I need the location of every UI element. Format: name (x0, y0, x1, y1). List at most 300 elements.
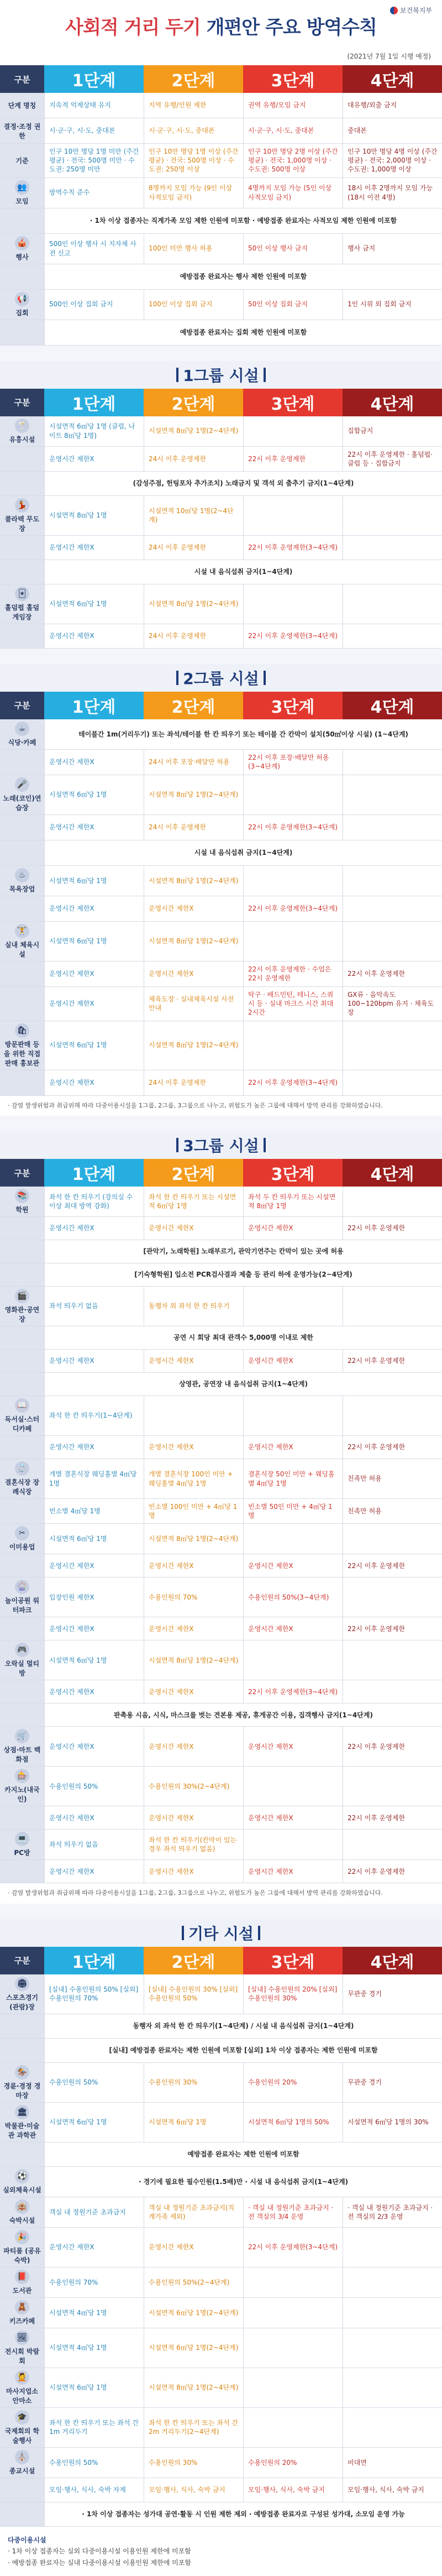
table-row (0, 1263, 442, 1287)
footer-line-1: · 1차 이상 접종자는 실외 다중이용시설 이용인원 제한에 미포함 (8, 2547, 191, 2556)
level-3-rule (243, 866, 343, 896)
category-label: 국제회의 학술행사 (4, 2427, 40, 2444)
level-4-rule (343, 2267, 442, 2297)
level-2-rule: 운영시간 제한X (144, 2228, 243, 2267)
category-label: 결정·조정 권한 (3, 122, 41, 140)
level-2-rule: 좌석 한 칸 띄우기 또는 좌석 간 2m 거리두기(2~4단계) (144, 2408, 243, 2447)
section-note: · 감염 발생위험과 취급위해 따라 다중이용시설을 1그룹, 2그룹, 3그룹으로 나누고, 위험도가 높은 그룹에 대해서 방역 관리를 강화하였습니다. (0, 1096, 442, 1116)
table-row (0, 144, 442, 178)
level-4-rule: 22시 이후 운영제한 (343, 1727, 442, 1766)
level-3-header: 3단계 (243, 1947, 343, 1974)
common-rule: 동행자 외 좌석 한 칸 띄우기(1~4단계) / 시설 내 음식섭취 금지(1~4단계) (44, 2014, 442, 2038)
level-3-rule: 운영시간 제한X (243, 1727, 343, 1766)
row-category (0, 624, 44, 648)
level-4-rule: 시설면적 6㎡당 1명의 30% (343, 2103, 442, 2142)
ministry-logo (390, 6, 432, 15)
row-category (0, 815, 44, 840)
level-3-rule: 수용인원의 50%(3~4단계) (243, 1577, 343, 1617)
level-1-rule: 시설면적 4㎡당 1명 (44, 2298, 144, 2328)
category-header: 구분 (0, 65, 44, 93)
level-4-rule (343, 624, 442, 648)
table-row (0, 962, 442, 987)
table-row (0, 2197, 442, 2228)
footer-line-2: · 예방접종 완료자는 실내 다중이용시설 이용인원 제한에 미포함 (8, 2558, 191, 2567)
level-header (0, 389, 442, 416)
table-row (0, 1187, 442, 1217)
facility-icon: 🎡 (15, 1580, 29, 1594)
level-4-rule: · 객실 내 정원기준 초과금지 · 전 객실의 2/3 운영 (343, 2197, 442, 2227)
table-row (0, 2448, 442, 2478)
table-row (0, 1217, 442, 1240)
facility-icon: 🏨 (15, 2199, 29, 2214)
level-3-rule (243, 1830, 343, 1859)
row-category (0, 2014, 44, 2038)
level-3-rule: 22시 이후 운영제한(3~4단계) (243, 536, 343, 560)
table-row (0, 2039, 442, 2063)
level-header (0, 1947, 442, 1974)
level-4-header: 4단계 (343, 389, 442, 416)
facility-icon: 🎤 (15, 777, 29, 792)
title-bar-left (176, 368, 178, 382)
level-1-rule: 운영시간 제한X (44, 1554, 144, 1577)
level-1-rule: 시·군·구, 시·도, 중대본 (44, 118, 144, 143)
category-label: 숙박시설 (9, 2216, 35, 2224)
row-category (0, 1577, 44, 1617)
level-3-rule (243, 1287, 343, 1326)
level-2-rule: 객실 내 정원기준 초과금지(직계가족 제외) (144, 2197, 243, 2227)
row-category (0, 1396, 44, 1435)
group2-section (0, 664, 442, 1116)
level-4-rule (343, 1287, 442, 1326)
level-3-rule: 모임·행사, 식사, 숙박 금지 (243, 2478, 343, 2502)
category-label: 단계 명칭 (8, 102, 36, 109)
category-label: 홀덤펍 홀덤게임장 (4, 603, 40, 621)
level-1-rule: 운영시간 제한X (44, 1680, 144, 1703)
category-label: 놀이공원 워터파크 (4, 1597, 40, 1614)
level-3-rule: 50인 이상 집회 금지 (243, 290, 343, 320)
level-2-rule: 수용인원의 30% (144, 2448, 243, 2478)
level-2-rule: 시설면적 8㎡당 1명(2~4단계) (144, 1524, 243, 1554)
level-2-rule: 개별 결혼식장 100인 미만 + 웨딩홀별 4㎡당 1명 (144, 1459, 243, 1498)
table-row (0, 1499, 442, 1524)
row-category (0, 1187, 44, 1216)
category-label: 학원 (15, 1206, 29, 1214)
level-4-rule: 인구 10만 명당 4명 이상 (주간 평균) · 전국: 2,000명 이상 · 수도권: 1,000명 이상 (343, 144, 442, 177)
row-category (0, 416, 44, 446)
level-2-rule: 시·군·구, 시·도, 중대본 (144, 118, 243, 143)
level-3-rule (243, 2368, 343, 2407)
category-header: 구분 (0, 1947, 44, 1974)
row-category (0, 2368, 44, 2407)
level-4-rule (343, 1680, 442, 1703)
section-title-text: 2그룹 시설 (183, 669, 259, 688)
section-title (0, 1131, 442, 1159)
table-row (0, 118, 442, 144)
row-category (0, 2228, 44, 2267)
level-1-rule: 운영시간 제한X (44, 1070, 144, 1095)
facility-icon: 🎉 (15, 2230, 29, 2244)
row-category (0, 1217, 44, 1240)
table-row (0, 320, 442, 346)
level-2-rule (144, 1396, 243, 1435)
effective-date: (2021년 7월 1일 시행 예정) (347, 53, 431, 60)
table-row (0, 896, 442, 922)
table-row (0, 2167, 442, 2197)
category-label: 상점·마트 백화점 (3, 1746, 41, 1764)
level-1-rule: 입장인원 제한X (44, 1577, 144, 1617)
level-1-rule: 좌석 한 칸 띄우기(1~4단계) (44, 1396, 144, 1435)
level-2-rule: 시설면적 8㎡당 1명(2~4단계) (144, 866, 243, 896)
facility-icon: 💆 (15, 2370, 29, 2385)
table-row (0, 775, 442, 815)
level-2-rule: 운영시간 제한X (144, 1727, 243, 1766)
section-title (0, 361, 442, 389)
table-row (0, 1806, 442, 1830)
level-header (0, 692, 442, 719)
table-row (0, 1021, 442, 1070)
level-header (0, 65, 442, 93)
level-4-rule (343, 1187, 442, 1216)
row-category (0, 866, 44, 896)
category-label: 노래(코인)연습장 (3, 794, 41, 812)
level-3-rule: 수용인원의 20% (243, 2063, 343, 2102)
level-1-rule: 인구 10만 명당 1명 미만 (주간 평균) · 전국: 500명 미만 · 수도권: 250명 미만 (44, 144, 144, 177)
level-2-header: 2단계 (144, 692, 243, 719)
table-row (0, 1287, 442, 1326)
common-rule: 예방접종 완료자는 집회 제한 인원에 미포함 (44, 320, 442, 345)
row-category (0, 2478, 44, 2502)
row-category (0, 1640, 44, 1680)
level-3-rule (243, 496, 343, 535)
level-2-rule: 시설면적 8㎡당 1명(2~4단계) (144, 922, 243, 961)
level-1-rule: 시설면적 6㎡당 1명 (44, 866, 144, 896)
level-2-rule: 운영시간 제한X (144, 1217, 243, 1240)
group1-section (0, 361, 442, 649)
table-row (0, 840, 442, 866)
level-3-rule (243, 416, 343, 446)
common-rule: [관악기, 노래학원] 노래부르기, 관악기연주는 칸막이 있는 곳에 허용 (44, 1240, 442, 1263)
level-2-header: 2단계 (144, 1159, 243, 1187)
level-1-rule: 운영시간 제한X (44, 1617, 144, 1640)
section-title (0, 664, 442, 692)
row-category (0, 1350, 44, 1372)
facility-icon: 🏋 (15, 924, 29, 938)
level-4-rule (343, 584, 442, 624)
level-3-rule: 22시 이후 운영제한(3~4단계) (243, 815, 343, 840)
level-1-rule: 개별 결혼식장 웨딩홀별 4㎡당 1명 (44, 1459, 144, 1498)
row-category (0, 93, 44, 118)
level-2-rule: 시설면적 6㎡당 1명 (144, 2103, 243, 2142)
category-label: 식당·카페 (8, 738, 36, 746)
row-category (0, 1974, 44, 2014)
table-row (0, 2502, 442, 2527)
level-1-header: 1단계 (44, 1947, 144, 1974)
level-2-rule: 시설면적 8㎡당 1명(2~4단계) (144, 775, 243, 814)
facility-icon: 🧸 (15, 2300, 29, 2314)
row-category (0, 1499, 44, 1523)
level-4-rule (343, 1640, 442, 1680)
common-rule: · 1차 이상 접종자는 직계가족 모임 제한 인원에 미포함 · 예방접종 완료자는 사적모임 제한 인원에 미포함 (44, 208, 442, 233)
level-4-rule (343, 1767, 442, 1806)
table-row (0, 1727, 442, 1767)
table-row (0, 2298, 442, 2328)
table-row (0, 536, 442, 560)
facility-icon: 🏟 (15, 1977, 29, 1991)
level-2-rule: 100인 미만 행사 허용 (144, 234, 243, 264)
level-3-rule: 탁구 · 배드민턴, 테니스, 스쿼시 등 · 실내 마크스 시간 최대 2시간 (243, 987, 343, 1021)
level-2-rule: 모임·행사, 식사, 숙박 금지 (144, 2478, 243, 2502)
row-category (0, 962, 44, 986)
level-4-rule (343, 2408, 442, 2447)
level-1-rule: 방역수칙 준수 (44, 178, 144, 208)
table-row (0, 1577, 442, 1617)
level-2-rule: 24시 이후 운영제한 (144, 624, 243, 648)
table-row (0, 1640, 442, 1680)
row-category (0, 922, 44, 961)
section-title-text: 1그룹 시설 (183, 366, 259, 385)
facility-icon: 📢 (15, 292, 29, 306)
level-1-rule: 운영시간 제한X (44, 1806, 144, 1829)
row-category (0, 1021, 44, 1070)
table-row (0, 2143, 442, 2167)
level-1-rule: 운영시간 제한X (44, 815, 144, 840)
facility-icon: 👥 (15, 180, 29, 195)
level-2-rule: 시설면적 8㎡당 1명(2~4단계) (144, 416, 243, 446)
level-1-rule: 운영시간 제한X (44, 896, 144, 921)
category-label: 집회 (15, 309, 29, 317)
level-1-rule: 운영시간 제한X (44, 750, 144, 775)
category-label: 종교시설 (9, 2467, 35, 2475)
level-1-rule: 운영시간 제한X (44, 962, 144, 986)
category-label: 스포츠경기 (관람)장 (6, 1993, 38, 2011)
level-4-rule: 대유행/외출 금지 (343, 93, 442, 118)
title-bar-right (264, 671, 266, 685)
level-1-rule: 운영시간 제한X (44, 624, 144, 648)
level-4-rule (343, 1396, 442, 1435)
level-1-rule: 모임·행사, 식사, 숙박 자제 (44, 2478, 144, 2502)
facility-icon: 🏇 (15, 2065, 29, 2079)
category-label: 실외체육시설 (3, 2186, 41, 2194)
level-1-rule: 500인 이상 집회 금지 (44, 290, 144, 320)
row-category (0, 536, 44, 560)
level-2-rule: 24시 이후 운영제한 (144, 447, 243, 471)
table-row (0, 1524, 442, 1554)
level-2-rule: 운영시간 제한X (144, 1617, 243, 1640)
level-2-rule: 수용인원의 30%(2~4단계) (144, 1767, 243, 1806)
level-1-rule: 운영시간 제한X (44, 1727, 144, 1766)
level-1-rule: 시설면적 6㎡당 1명 (44, 922, 144, 961)
table-row (0, 2228, 442, 2267)
row-category (0, 775, 44, 814)
level-3-rule: 22시 이후 운영제한 (243, 447, 343, 471)
title-bar-left (182, 1926, 184, 1940)
level-4-rule: 행사 금지 (343, 234, 442, 264)
level-2-rule: 인구 10만 명당 1명 이상 (주간 평균) · 전국: 500명 이상 · 수도권: 250명 이상 (144, 144, 243, 177)
level-2-header: 2단계 (144, 389, 243, 416)
table-row (0, 866, 442, 896)
level-3-rule: 운영시간 제한X (243, 1617, 343, 1640)
row-category (0, 2267, 44, 2297)
level-1-rule: 객실 내 정원기준 초과금지 (44, 2197, 144, 2227)
row-category (0, 2502, 44, 2526)
table-row (0, 416, 442, 447)
level-3-rule: 수용인원의 20% (243, 2448, 343, 2478)
table-row (0, 472, 442, 496)
row-category (0, 584, 44, 624)
level-4-rule (343, 1070, 442, 1095)
level-3-rule: 빈소별 50인 미만 + 4㎡당 1명 (243, 1499, 343, 1523)
category-label: 목욕장업 (9, 885, 35, 893)
level-4-rule: 22시 이후 운영제한 (343, 962, 442, 986)
level-2-rule: 24시 이후 운영제한 (144, 815, 243, 840)
facility-icon: 🛒 (15, 1729, 29, 1743)
level-4-rule (343, 750, 442, 775)
row-category (0, 1459, 44, 1498)
table-row (0, 2014, 442, 2039)
row-category (0, 1860, 44, 1883)
row-category (0, 290, 44, 320)
row-category (0, 1830, 44, 1859)
level-1-rule: 운영시간 제한X (44, 1350, 144, 1372)
row-category (0, 2448, 44, 2478)
level-1-rule: 500인 이상 행사 시 지자체 사전 신고 (44, 234, 144, 264)
row-category (0, 2063, 44, 2102)
level-3-rule: 22시 이후 포장·배달만 허용(3~4단계) (243, 750, 343, 775)
level-3-rule (243, 1767, 343, 1806)
page-header (0, 0, 442, 65)
table-row (0, 2478, 442, 2502)
overview-section (0, 65, 442, 346)
facility-icon: 🎪 (15, 236, 29, 250)
level-3-rule (243, 922, 343, 961)
level-4-rule: 22시 이후 운영제한 · 홀덤펍·클럽 등 · 집합금지 (343, 447, 442, 471)
level-4-rule: GX류 · 음악속도 100~120bpm 유지 · 체육도장 (343, 987, 442, 1021)
title-blue: 개편안 주요 방역수칙 (206, 17, 377, 39)
row-category (0, 1767, 44, 1806)
title-bar-right (258, 1926, 260, 1940)
level-2-rule: 8명까지 모임 가능 (9인 이상 사적모임 금지) (144, 178, 243, 208)
table-row (0, 815, 442, 840)
level-3-rule: [실내] 수용인원의 20% [실외] 수용인원의 30% (243, 1974, 343, 2014)
level-1-rule: 시설면적 6㎡당 1명 (44, 2368, 144, 2407)
level-1-rule: 수용인원의 50% (44, 1767, 144, 1806)
level-3-rule (243, 1524, 343, 1554)
category-header: 구분 (0, 692, 44, 719)
title-bar-left (176, 671, 178, 685)
common-rule: (감성주점, 헌팅포차 추가조치) 노래금지 및 객석 외 춤추기 금지(1~4단계) (44, 472, 442, 495)
level-2-rule: 지역 유행/인원 제한 (144, 93, 243, 118)
level-3-rule: 4명까지 모임 가능 (5인 이상 사적모임 금지) (243, 178, 343, 208)
level-2-header: 2단계 (144, 1947, 243, 1974)
section-title-text: 3그룹 시설 (183, 1137, 259, 1155)
level-2-rule: 운영시간 제한X (144, 1680, 243, 1703)
row-category (0, 2408, 44, 2447)
level-1-rule: 운영시간 제한X (44, 536, 144, 560)
level-1-rule: 시설면적 6㎡당 1명 (44, 775, 144, 814)
level-1-rule: 시설면적 6㎡당 1명 (클럽, 나이트 8㎡당 1명) (44, 416, 144, 446)
category-header: 구분 (0, 389, 44, 416)
category-label: 오락실 멀티방 (4, 1660, 40, 1678)
facility-icon: ⛪ (15, 2450, 29, 2464)
level-3-rule: 22시 이후 운영제한(3~4단계) (243, 624, 343, 648)
level-4-header: 4단계 (343, 692, 442, 719)
level-1-rule: 시설면적 6㎡당 1명 (44, 1640, 144, 1680)
level-4-rule (343, 775, 442, 814)
level-1-rule: 좌석 띄우기 없음 (44, 1287, 144, 1326)
footer-note (0, 2527, 442, 2576)
table-row (0, 2103, 442, 2143)
level-1-rule: 수용인원의 50% (44, 2063, 144, 2102)
table-row (0, 624, 442, 649)
page-title (0, 12, 442, 39)
level-2-rule: 시설면적 6㎡당 1명(2~4단계) (144, 2298, 243, 2328)
level-4-header: 4단계 (343, 1159, 442, 1187)
level-1-rule: 좌석 한 칸 띄우기 또는 좌석 간 1m 거리두기 (44, 2408, 144, 2447)
level-1-rule: 시설면적 4㎡당 1명 (44, 2328, 144, 2368)
table-row (0, 719, 442, 750)
level-3-rule: 운영시간 제한X (243, 1860, 343, 1883)
category-label: 유흥시설 (9, 435, 35, 443)
level-3-rule: 22시 이후 운영제한 · 수업은 22시 운영제한 (243, 962, 343, 986)
level-2-rule: 24시 이후 운영제한 (144, 536, 243, 560)
group3-section (0, 1131, 442, 1904)
level-3-rule: 22시 이후 운영제한(3~4단계) (243, 1680, 343, 1703)
level-3-rule (243, 584, 343, 624)
level-2-rule: 운영시간 제한X (144, 962, 243, 986)
facility-icon: 🎬 (15, 1289, 29, 1303)
level-2-rule: 운영시간 제한X (144, 896, 243, 921)
category-label: 박물관·미술관 과학관 (4, 2122, 40, 2139)
title-bar-right (264, 368, 266, 382)
section-title-text: 기타 시설 (188, 1924, 254, 1943)
level-2-rule: 좌석 한 칸 띄우기 또는 시설면적 6㎡당 1명 (144, 1187, 243, 1216)
level-2-header: 2단계 (144, 65, 243, 93)
table-row (0, 2328, 442, 2368)
row-category (0, 1326, 44, 1349)
table-row (0, 1974, 442, 2014)
level-2-rule: 동행자 외 좌석 한 칸 띄우기 (144, 1287, 243, 1326)
level-4-rule (343, 2298, 442, 2328)
category-label: 도서관 (12, 2286, 32, 2295)
row-category (0, 1240, 44, 1263)
level-2-rule: 수용인원의 30% (144, 2063, 243, 2102)
category-label: 카지노(내국인) (4, 1786, 40, 1804)
row-category (0, 1287, 44, 1326)
level-2-rule: 운영시간 제한X (144, 1350, 243, 1372)
row-category (0, 560, 44, 584)
row-category (0, 1806, 44, 1829)
row-category (0, 2103, 44, 2142)
table-row (0, 1396, 442, 1436)
level-3-header: 3단계 (243, 65, 343, 93)
facility-icon: 📖 (15, 1398, 29, 1413)
table-row (0, 1070, 442, 1096)
level-4-rule: 22시 이후 운영제한 (343, 1436, 442, 1459)
level-3-header: 3단계 (243, 692, 343, 719)
category-label: 기준 (15, 156, 29, 165)
others-section (0, 1919, 442, 2527)
level-1-rule: 운영시간 제한X (44, 1860, 144, 1883)
table-row (0, 1326, 442, 1350)
facility-icon: 🏛 (15, 2105, 29, 2119)
category-label: 키즈카페 (9, 2317, 35, 2325)
level-3-rule: 운영시간 제한X (243, 1554, 343, 1577)
table-row (0, 1373, 442, 1396)
table-row (0, 1554, 442, 1577)
level-3-rule: 운영시간 제한X (243, 1350, 343, 1372)
row-category (0, 178, 44, 208)
level-2-rule: 시설면적 10㎡당 1명(2~4단계) (144, 496, 243, 535)
